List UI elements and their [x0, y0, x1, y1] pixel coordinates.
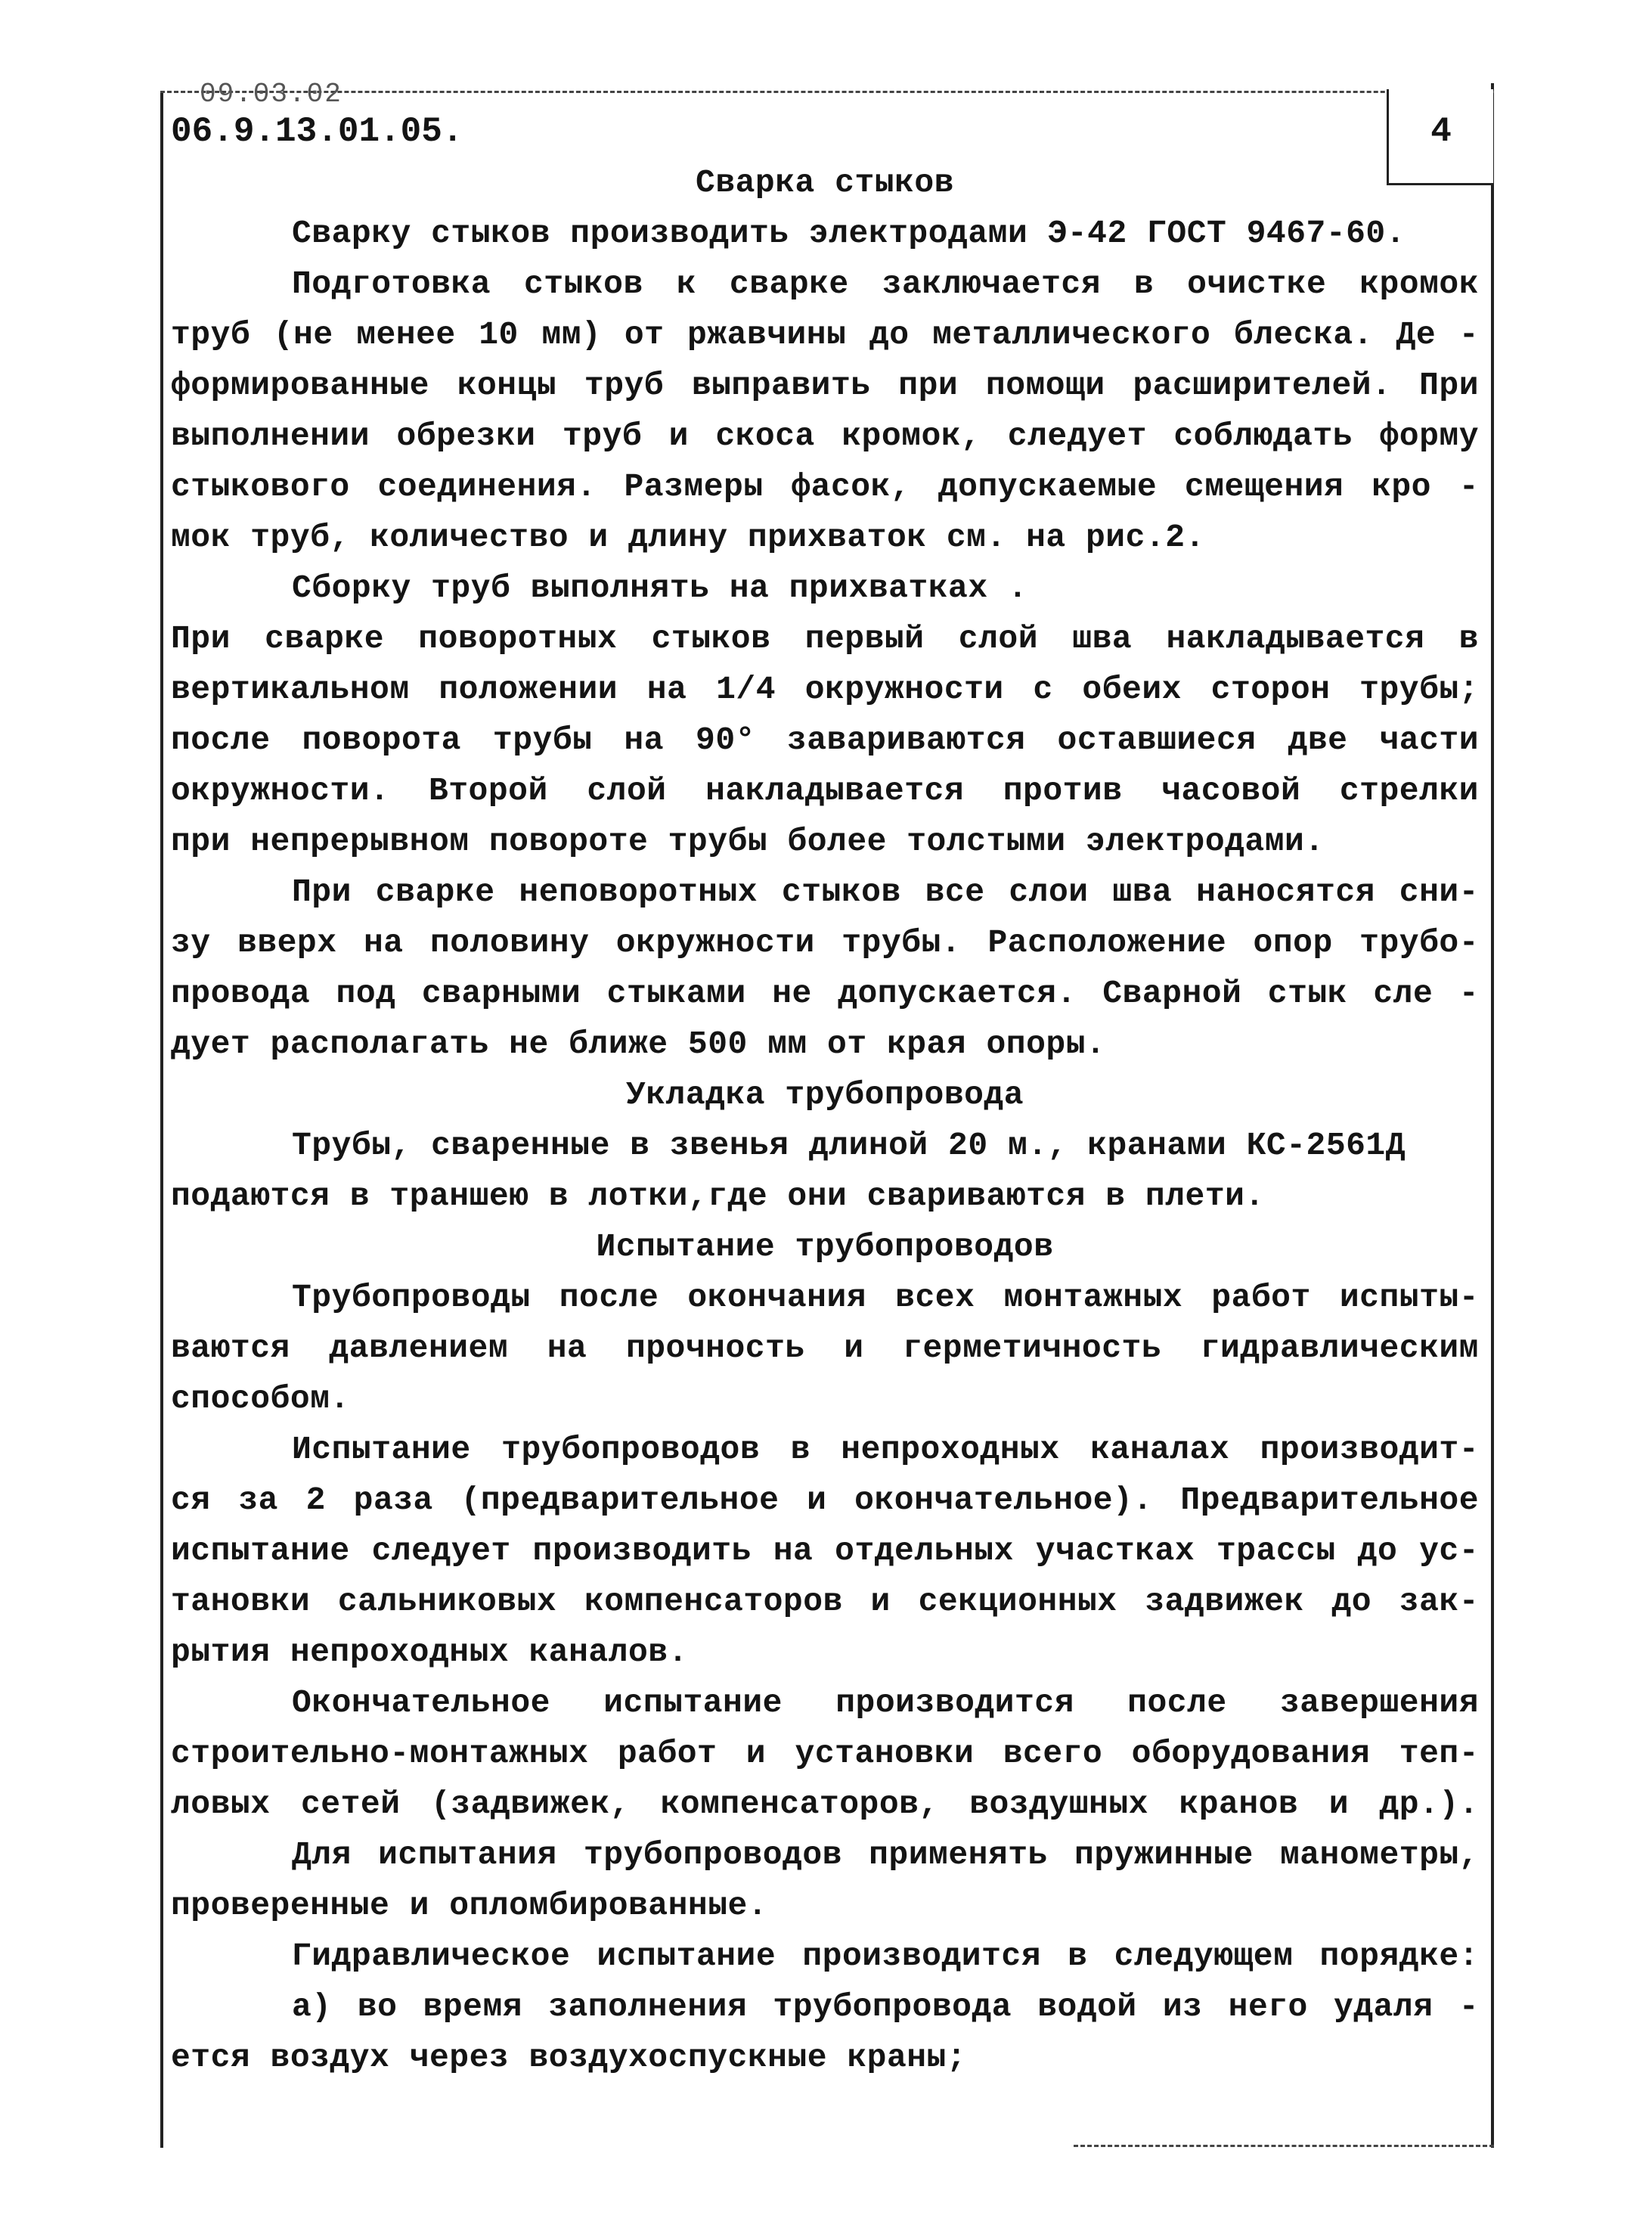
text-line: выполнении обрезки труб и скоса кромок, следует соблюдать форму — [171, 417, 1479, 455]
text-line: Испытание трубопроводов в непроходных каналах производит- — [292, 1431, 1479, 1468]
text-line: испытание следует производить на отдельных участках трассы до ус- — [171, 1532, 1479, 1569]
text-line: ется воздух через воздухоспускные краны; — [171, 2039, 967, 2076]
text-line: при непрерывном повороте трубы более толстыми электродами. — [171, 823, 1325, 860]
text-line: рытия непроходных каналов. — [171, 1634, 688, 1671]
frame-left-border — [160, 91, 163, 2148]
text-line: мок труб, количество и длину прихваток см. на рис.2. — [171, 519, 1205, 556]
text-line: При сварке неповоротных стыков все слои шва наносятся сни- — [292, 873, 1479, 911]
text-line: подаются в траншею в лотки,где они свариваются в плети. — [171, 1178, 1265, 1215]
text-line: формированные концы труб выправить при помощи расширителей. При — [171, 367, 1479, 404]
text-line: дует располагать не ближе 500 мм от края опоры. — [171, 1025, 1106, 1063]
text-line: проверенные и опломбированные. — [171, 1887, 768, 1924]
text-line: Гидравлическое испытание производится в следующем порядке: — [292, 1938, 1479, 1975]
page-number: 4 — [1430, 112, 1452, 151]
section-heading-laying: Укладка трубопровода — [625, 1076, 1024, 1113]
text-line: ваются давлением на прочность и герметичность гидравлическим — [171, 1330, 1479, 1367]
document-code: 06.9.13.01.05. — [171, 112, 463, 151]
text-line: провода под сварными стыками не допускается. Сварной стык сле - — [171, 975, 1479, 1012]
text-line: труб (не менее 10 мм) от ржавчины до металлического блеска. Де - — [171, 316, 1479, 353]
frame-top-border — [160, 91, 1494, 95]
text-line: Трубопроводы после окончания всех монтажных работ испыты- — [292, 1279, 1479, 1316]
text-line: окружности. Второй слой накладывается против часовой стрелки — [171, 772, 1479, 809]
text-line: тановки сальниковых компенсаторов и секционных задвижек до зак- — [171, 1583, 1479, 1620]
old-document-code: 09.03.02 — [200, 79, 342, 110]
frame-bottom-border — [1074, 2145, 1494, 2149]
text-line: после поворота трубы на 90° завариваются оставшиеся две части — [171, 721, 1479, 759]
text-line: ловых сетей (задвижек, компенсаторов, воздушных кранов и др.). — [171, 1786, 1479, 1823]
text-line: ся за 2 раза (предварительное и окончательное). Предварительное — [171, 1482, 1479, 1519]
text-line: При сварке поворотных стыков первый слой шва накладывается в — [171, 620, 1479, 657]
text-line: Трубы, сваренные в звенья длиной 20 м., кранами КС-2561Д — [292, 1127, 1406, 1164]
section-heading-welding: Сварка стыков — [696, 164, 954, 201]
text-line: вертикальном положении на 1/4 окружности с обеих сторон трубы; — [171, 671, 1479, 708]
section-heading-testing: Испытание трубопроводов — [596, 1228, 1054, 1265]
text-line: Для испытания трубопроводов применять пружинные манометры, — [292, 1836, 1479, 1873]
text-line: строительно-монтажных работ и установки всего оборудования теп- — [171, 1735, 1479, 1772]
text-line: зу вверх на половину окружности трубы. Расположение опор трубо- — [171, 924, 1479, 961]
frame-right-border — [1491, 83, 1494, 2148]
document-body — [171, 157, 1479, 2083]
text-line: Сварку стыков производить электродами Э-42 ГОСТ 9467-60. — [292, 215, 1406, 252]
text-line: Сборку труб выполнять на прихватках . — [292, 569, 1028, 607]
text-line: способом. — [171, 1380, 350, 1417]
text-line: а) во время заполнения трубопровода водой из него удаля - — [292, 1988, 1479, 2025]
text-line: стыкового соединения. Размеры фасок, допускаемые смещения кро - — [171, 468, 1479, 505]
text-line: Окончательное испытание производится после завершения — [292, 1684, 1479, 1721]
text-line: Подготовка стыков к сварке заключается в очистке кромок — [292, 265, 1479, 303]
